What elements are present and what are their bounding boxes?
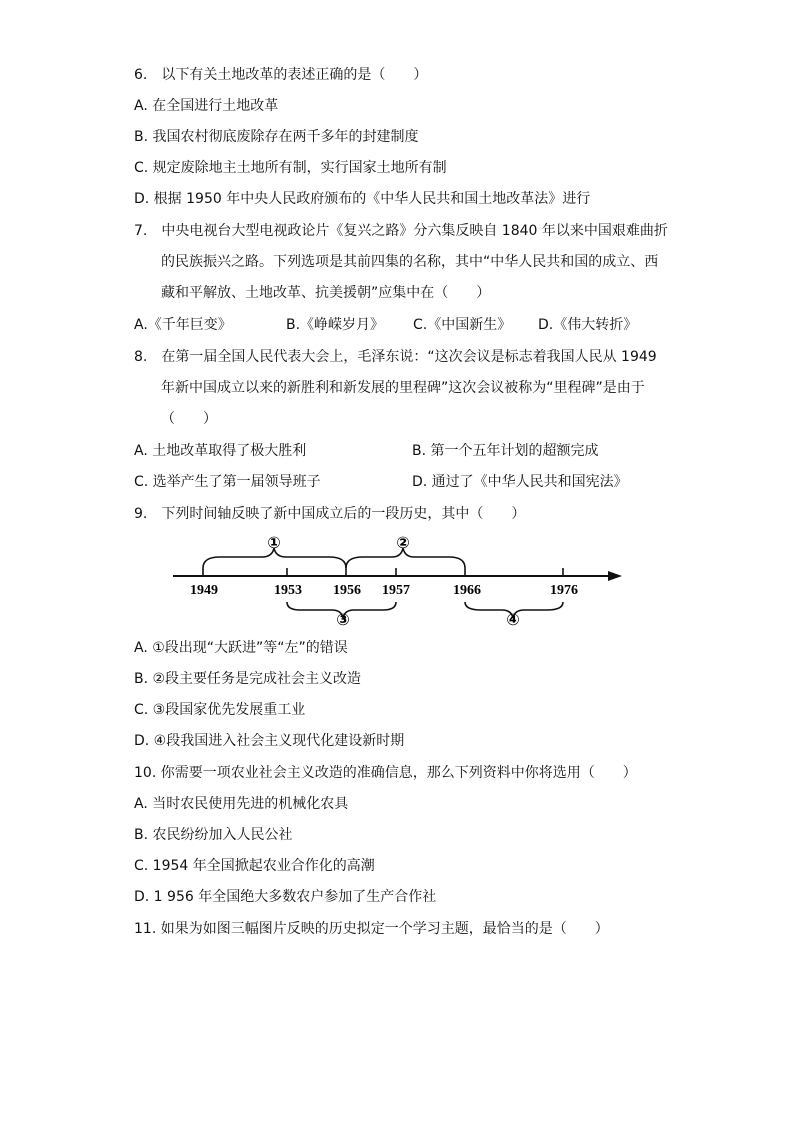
segment-label-1: ① xyxy=(267,533,281,552)
q7-stem-line-1: 7. 中央电视台大型电视政论片《复兴之路》分六集反映自 1840 年以来中国艰难曲折 xyxy=(134,223,668,239)
q8-option-c: C. 选举产生了第一届领导班子 xyxy=(134,474,321,490)
q8-option-b: B. 第一个五年计划的超额完成 xyxy=(412,443,599,459)
q6-option-b: B. 我国农村彻底废除存在两千多年的封建制度 xyxy=(134,129,419,145)
q10-option-c: C. 1954 年全国掀起农业合作化的高潮 xyxy=(134,858,375,874)
q10-stem: 10. 你需要一项农业社会主义改造的准确信息，那么下列资料中你将选用（ ） xyxy=(134,765,637,781)
q7-option-c: C.《中国新生》 xyxy=(413,317,512,333)
segment-label-3: ③ xyxy=(336,610,350,629)
tick-label-1956: 1956 xyxy=(333,583,361,598)
timeline-arrow xyxy=(608,571,622,581)
segment-label-4: ④ xyxy=(506,610,520,629)
q6-option-c: C. 规定废除地主土地所有制，实行国家土地所有制 xyxy=(134,160,447,176)
q9-option-b: B. ②段主要任务是完成社会主义改造 xyxy=(134,671,362,687)
q8-option-d: D. 通过了《中华人民共和国宪法》 xyxy=(412,474,628,490)
q8-stem-line-2: 年新中国成立以来的新胜利和新发展的里程碑”这次会议被称为“里程碑”是由于 xyxy=(161,380,645,396)
q7-option-a: A.《千年巨变》 xyxy=(134,317,232,333)
q6-stem: 6. 以下有关土地改革的表述正确的是（ ） xyxy=(134,67,428,83)
segment-label-2: ② xyxy=(396,533,410,552)
q8-stem-line-1: 8. 在第一届全国人民代表大会上，毛泽东说：“这次会议是标志着我国人民从 1949 xyxy=(134,349,657,365)
q8-stem-line-3: （ ） xyxy=(161,411,217,427)
q6-option-d: D. 根据 1950 年中央人民政府颁布的《中华人民共和国土地改革法》进行 xyxy=(134,191,591,207)
q7-stem-line-2: 的民族振兴之路。下列选项是其前四集的名称，其中“中华人民共和国的成立、西 xyxy=(161,254,659,270)
q9-stem: 9. 下列时间轴反映了新中国成立后的一段历史，其中（ ） xyxy=(134,506,526,522)
q7-option-b: B.《峥嵘岁月》 xyxy=(286,317,385,333)
q7-stem-line-3: 藏和平解放、土地改革、抗美援朝”应集中在（ ） xyxy=(161,285,491,301)
q9-option-d: D. ④段我国进入社会主义现代化建设新时期 xyxy=(134,733,405,749)
q6-option-a: A. 在全国进行土地改革 xyxy=(134,98,279,114)
q10-option-d: D. 1 956 年全国绝大多数农户参加了生产合作社 xyxy=(134,889,437,905)
q9-option-a: A. ①段出现“大跃进”等“左”的错误 xyxy=(134,640,348,656)
tick-label-1976: 1976 xyxy=(550,583,578,598)
q10-option-b: B. 农民纷纷加入人民公社 xyxy=(134,827,293,843)
q9-option-c: C. ③段国家优先发展重工业 xyxy=(134,702,306,718)
q10-option-a: A. 当时农民使用先进的机械化农具 xyxy=(134,796,349,812)
tick-label-1949: 1949 xyxy=(190,583,218,598)
q9-timeline xyxy=(0,526,794,634)
q8-option-a: A. 土地改革取得了极大胜利 xyxy=(134,443,307,459)
q11-stem: 11. 如果为如图三幅图片反映的历史拟定一个学习主题，最恰当的是（ ） xyxy=(134,921,609,937)
tick-label-1953: 1953 xyxy=(274,583,302,598)
q7-option-d: D.《伟大转折》 xyxy=(538,317,638,333)
tick-label-1966: 1966 xyxy=(453,583,481,598)
tick-label-1957: 1957 xyxy=(382,583,410,598)
